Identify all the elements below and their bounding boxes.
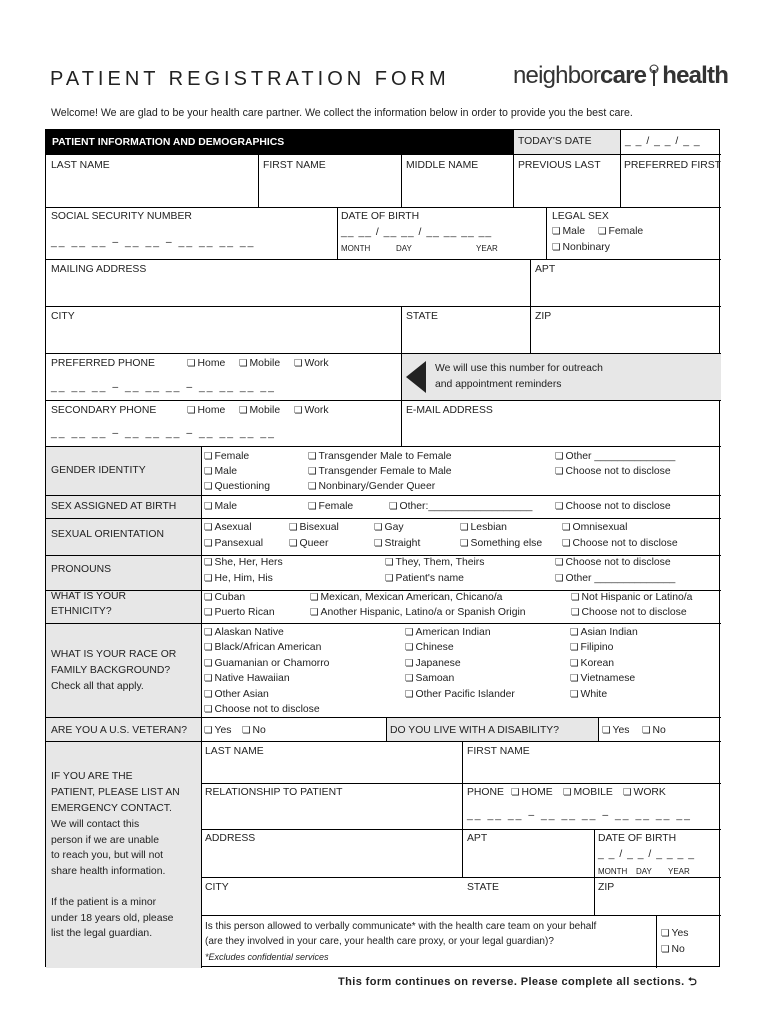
- race-no-disclose[interactable]: ❏ Choose not to disclose: [204, 704, 320, 715]
- ethnicity-puerto-rican[interactable]: ❏ Puerto Rican: [204, 607, 275, 618]
- veteran-no[interactable]: ❏ No: [242, 725, 266, 736]
- city-label: CITY: [51, 311, 75, 322]
- dob-month: MONTH: [341, 244, 371, 253]
- mailing-address-label: MAILING ADDRESS: [51, 264, 147, 275]
- pronoun-no-disclose[interactable]: ❏ Choose not to disclose: [555, 557, 671, 568]
- disability-no[interactable]: ❏ No: [642, 725, 666, 736]
- race-guamanian[interactable]: ❏ Guamanian or Chamorro: [204, 658, 329, 669]
- email-label: E-MAIL ADDRESS: [406, 405, 493, 416]
- todays-date-field[interactable]: _ _ / _ _ / _ _: [625, 136, 701, 147]
- ssn-field[interactable]: __ __ __ – __ __ – __ __ __ __: [51, 237, 256, 248]
- ethnicity-other-hispanic[interactable]: ❏ Another Hispanic, Latino/a or Spanish Origin: [310, 607, 526, 618]
- ec-phone-mobile[interactable]: ❏ MOBILE: [563, 787, 613, 798]
- gender-trans-mtf[interactable]: ❏ Transgender Male to Female: [308, 451, 452, 462]
- pronoun-they[interactable]: ❏ They, Them, Theirs: [385, 557, 484, 568]
- secondary-phone-work[interactable]: ❏ Work: [294, 405, 329, 416]
- race-other-asian[interactable]: ❏ Other Asian: [204, 689, 269, 700]
- first-name-label: FIRST NAME: [263, 160, 326, 171]
- race-samoan[interactable]: ❏ Samoan: [405, 673, 454, 684]
- welcome-text: Welcome! We are glad to be your health care partner. We collect the information below in order to provide you the best care.: [51, 107, 633, 119]
- race-alaskan-native[interactable]: ❏ Alaskan Native: [204, 627, 284, 638]
- emergency-line-9: If the patient is a minor: [51, 897, 157, 908]
- birth-sex-female[interactable]: ❏ Female: [308, 501, 353, 512]
- race-label-2: FAMILY BACKGROUND?: [51, 665, 171, 676]
- secondary-phone-mobile[interactable]: ❏ Mobile: [239, 405, 280, 416]
- orientation-label: SEXUAL ORIENTATION: [51, 529, 164, 540]
- veteran-yes[interactable]: ❏ Yes: [204, 725, 231, 736]
- ec-dob-day: DAY: [636, 867, 652, 876]
- ethnicity-label-2: ETHNICITY?: [51, 606, 112, 617]
- last-name-label: LAST NAME: [51, 160, 110, 171]
- ec-relationship-label: RELATIONSHIP TO PATIENT: [205, 787, 343, 798]
- race-native-hawaiian[interactable]: ❏ Native Hawaiian: [204, 673, 290, 684]
- birth-sex-male[interactable]: ❏ Male: [204, 501, 237, 512]
- ec-apt-label: APT: [467, 833, 488, 844]
- logo-bold-2: health: [662, 62, 729, 89]
- orientation-queer[interactable]: ❏ Queer: [289, 538, 328, 549]
- secondary-phone-home[interactable]: ❏ Home: [187, 405, 225, 416]
- orientation-no-disclose[interactable]: ❏ Choose not to disclose: [562, 538, 678, 549]
- ec-first-name-label: FIRST NAME: [467, 746, 530, 757]
- disability-label: DO YOU LIVE WITH A DISABILITY?: [390, 725, 559, 736]
- ec-dob-year: YEAR: [668, 867, 690, 876]
- ec-phone-label: PHONE: [467, 787, 504, 798]
- phone-note-line2: and appointment reminders: [435, 379, 562, 390]
- race-black[interactable]: ❏ Black/African American: [204, 642, 321, 653]
- emergency-line-1: IF YOU ARE THE: [51, 771, 133, 782]
- secondary-phone-label: SECONDARY PHONE: [51, 405, 157, 416]
- emergency-line-11: list the legal guardian.: [51, 928, 153, 939]
- registration-grid: [45, 129, 720, 967]
- ec-last-name-label: LAST NAME: [205, 746, 264, 757]
- orientation-straight[interactable]: ❏ Straight: [374, 538, 420, 549]
- race-white[interactable]: ❏ White: [570, 689, 607, 700]
- dob-label: DATE OF BIRTH: [341, 211, 420, 222]
- emergency-line-3: EMERGENCY CONTACT.: [51, 803, 172, 814]
- ec-city-label: CITY: [205, 882, 229, 893]
- preferred-phone-mobile[interactable]: ❏ Mobile: [239, 358, 280, 369]
- race-label-1: WHAT IS YOUR RACE OR: [51, 649, 177, 660]
- emergency-line-7: share health information.: [51, 866, 166, 877]
- preferred-phone-home[interactable]: ❏ Home: [187, 358, 225, 369]
- gender-female[interactable]: ❏ Female: [204, 451, 249, 462]
- race-japanese[interactable]: ❏ Japanese: [405, 658, 461, 669]
- footer-note: [338, 973, 697, 992]
- gender-nonbinary[interactable]: ❏ Nonbinary/Gender Queer: [308, 481, 435, 492]
- race-korean[interactable]: ❏ Korean: [570, 658, 614, 669]
- preferred-phone-field[interactable]: __ __ __ – __ __ __ – __ __ __ __: [51, 382, 276, 393]
- sex-at-birth-label: SEX ASSIGNED AT BIRTH: [51, 501, 177, 512]
- ec-dob-field[interactable]: _ _ / _ _ / _ _ _ _: [598, 849, 695, 860]
- race-chinese[interactable]: ❏ Chinese: [405, 642, 454, 653]
- orientation-something-else[interactable]: ❏ Something else: [460, 538, 542, 549]
- pronoun-she[interactable]: ❏ She, Her, Hers: [204, 557, 283, 568]
- emergency-line-6: to reach you, but will not: [51, 850, 164, 861]
- race-other-pacific[interactable]: ❏ Other Pacific Islander: [405, 689, 515, 700]
- ec-address-label: ADDRESS: [205, 833, 256, 844]
- emergency-line-4: We will contact this: [51, 819, 140, 830]
- logo-bold: care: [600, 62, 647, 89]
- ec-phone-field[interactable]: __ __ __ – __ __ __ – __ __ __ __: [467, 810, 692, 821]
- legal-sex-male[interactable]: ❏ Male: [552, 226, 585, 237]
- gender-other[interactable]: ❏ Other ______________: [555, 451, 675, 462]
- legal-sex-female[interactable]: ❏ Female: [598, 226, 643, 237]
- ec-phone-home[interactable]: ❏ HOME: [511, 787, 553, 798]
- ec-question-note: *Excludes confidential services: [205, 952, 329, 962]
- pronoun-other[interactable]: ❏ Other ______________: [555, 573, 675, 584]
- dob-field[interactable]: __ __ / __ __ / __ __ __ __: [341, 227, 493, 238]
- race-filipino[interactable]: ❏ Filipino: [570, 642, 613, 653]
- gender-trans-ftm[interactable]: ❏ Transgender Female to Male: [308, 466, 452, 477]
- gender-male[interactable]: ❏ Male: [204, 466, 237, 477]
- gender-no-disclose[interactable]: ❏ Choose not to disclose: [555, 466, 671, 477]
- pronouns-label: PRONOUNS: [51, 564, 112, 575]
- ssn-label: SOCIAL SECURITY NUMBER: [51, 211, 192, 222]
- todays-date-label: TODAY'S DATE: [518, 136, 592, 147]
- ec-question-line2: (are they involved in your care, your health care proxy, or your legal guardian)?: [205, 936, 554, 947]
- race-label-3: Check all that apply.: [51, 681, 144, 692]
- legal-sex-label: LEGAL SEX: [552, 211, 609, 222]
- gender-questioning[interactable]: ❏ Questioning: [204, 481, 270, 492]
- orientation-lesbian[interactable]: ❏ Lesbian: [460, 522, 507, 533]
- footer-text: This form continues on reverse. Please complete all sections.: [338, 976, 685, 988]
- ec-communicate-no[interactable]: ❏ No: [661, 944, 685, 955]
- veteran-label: ARE YOU A U.S. VETERAN?: [51, 725, 188, 736]
- emergency-line-2: PATIENT, PLEASE LIST AN: [51, 787, 180, 798]
- state-label: STATE: [406, 311, 438, 322]
- ethnicity-mexican[interactable]: ❏ Mexican, Mexican American, Chicano/a: [310, 592, 502, 603]
- ethnicity-cuban[interactable]: ❏ Cuban: [204, 592, 245, 603]
- phone-note-shade: [401, 353, 721, 400]
- phone-note-line1: We will use this number for outreach: [435, 363, 603, 374]
- ec-dob-month: MONTH: [598, 867, 628, 876]
- ec-dob-label: DATE OF BIRTH: [598, 833, 677, 844]
- ethnicity-label-1: WHAT IS YOUR: [51, 591, 127, 602]
- middle-name-label: MIDDLE NAME: [406, 160, 479, 171]
- disability-yes[interactable]: ❏ Yes: [602, 725, 629, 736]
- label-column-shade: [46, 446, 201, 717]
- arrow-left-icon: [404, 357, 428, 397]
- birth-sex-other[interactable]: ❏ Other:__________________: [389, 501, 532, 512]
- emergency-line-5: person if we are unable: [51, 835, 160, 846]
- logo: [513, 62, 728, 90]
- tree-icon: [646, 64, 662, 86]
- preferred-first-label: PREFERRED FIRST: [624, 160, 721, 171]
- ec-communicate-yes[interactable]: ❏ Yes: [661, 928, 688, 939]
- form-title: PATIENT REGISTRATION FORM: [50, 68, 450, 90]
- pronoun-he[interactable]: ❏ He, Him, His: [204, 573, 273, 584]
- ethnicity-not-hispanic[interactable]: ❏ Not Hispanic or Latino/a: [571, 592, 692, 603]
- birth-sex-no-disclose[interactable]: ❏ Choose not to disclose: [555, 501, 671, 512]
- emergency-line-10: under 18 years old, please: [51, 913, 174, 924]
- dob-day: DAY: [396, 244, 412, 253]
- gender-identity-label: GENDER IDENTITY: [51, 465, 146, 476]
- legal-sex-nonbinary[interactable]: ❏ Nonbinary: [552, 242, 610, 253]
- zip-label: ZIP: [535, 311, 552, 322]
- preferred-phone-label: PREFERRED PHONE: [51, 358, 155, 369]
- ec-state-label: STATE: [467, 882, 499, 893]
- dob-year: YEAR: [476, 244, 498, 253]
- apt-label: APT: [535, 264, 556, 275]
- pronoun-patient-name[interactable]: ❏ Patient's name: [385, 573, 464, 584]
- ec-question-line1: Is this person allowed to verbally communicate* with the health care team on your behalf: [205, 921, 597, 932]
- race-asian-indian[interactable]: ❏ Asian Indian: [570, 627, 638, 638]
- section-title: PATIENT INFORMATION AND DEMOGRAPHICS: [52, 137, 285, 148]
- race-american-indian[interactable]: ❏ American Indian: [405, 627, 491, 638]
- orientation-gay[interactable]: ❏ Gay: [374, 522, 404, 533]
- orientation-asexual[interactable]: ❏ Asexual: [204, 522, 252, 533]
- previous-last-label: PREVIOUS LAST: [518, 160, 601, 171]
- race-vietnamese[interactable]: ❏ Vietnamese: [570, 673, 635, 684]
- preferred-phone-work[interactable]: ❏ Work: [294, 358, 329, 369]
- ethnicity-no-disclose[interactable]: ❏ Choose not to disclose: [571, 607, 687, 618]
- secondary-phone-field[interactable]: __ __ __ – __ __ __ – __ __ __ __: [51, 428, 276, 439]
- orientation-pansexual[interactable]: ❏ Pansexual: [204, 538, 263, 549]
- orientation-omnisexual[interactable]: ❏ Omnisexual: [562, 522, 627, 533]
- ec-zip-label: ZIP: [598, 882, 615, 893]
- turn-page-icon: ⮌: [688, 976, 698, 988]
- logo-regular: neighbor: [513, 62, 601, 89]
- ec-phone-work[interactable]: ❏ WORK: [623, 787, 666, 798]
- orientation-bisexual[interactable]: ❏ Bisexual: [289, 522, 339, 533]
